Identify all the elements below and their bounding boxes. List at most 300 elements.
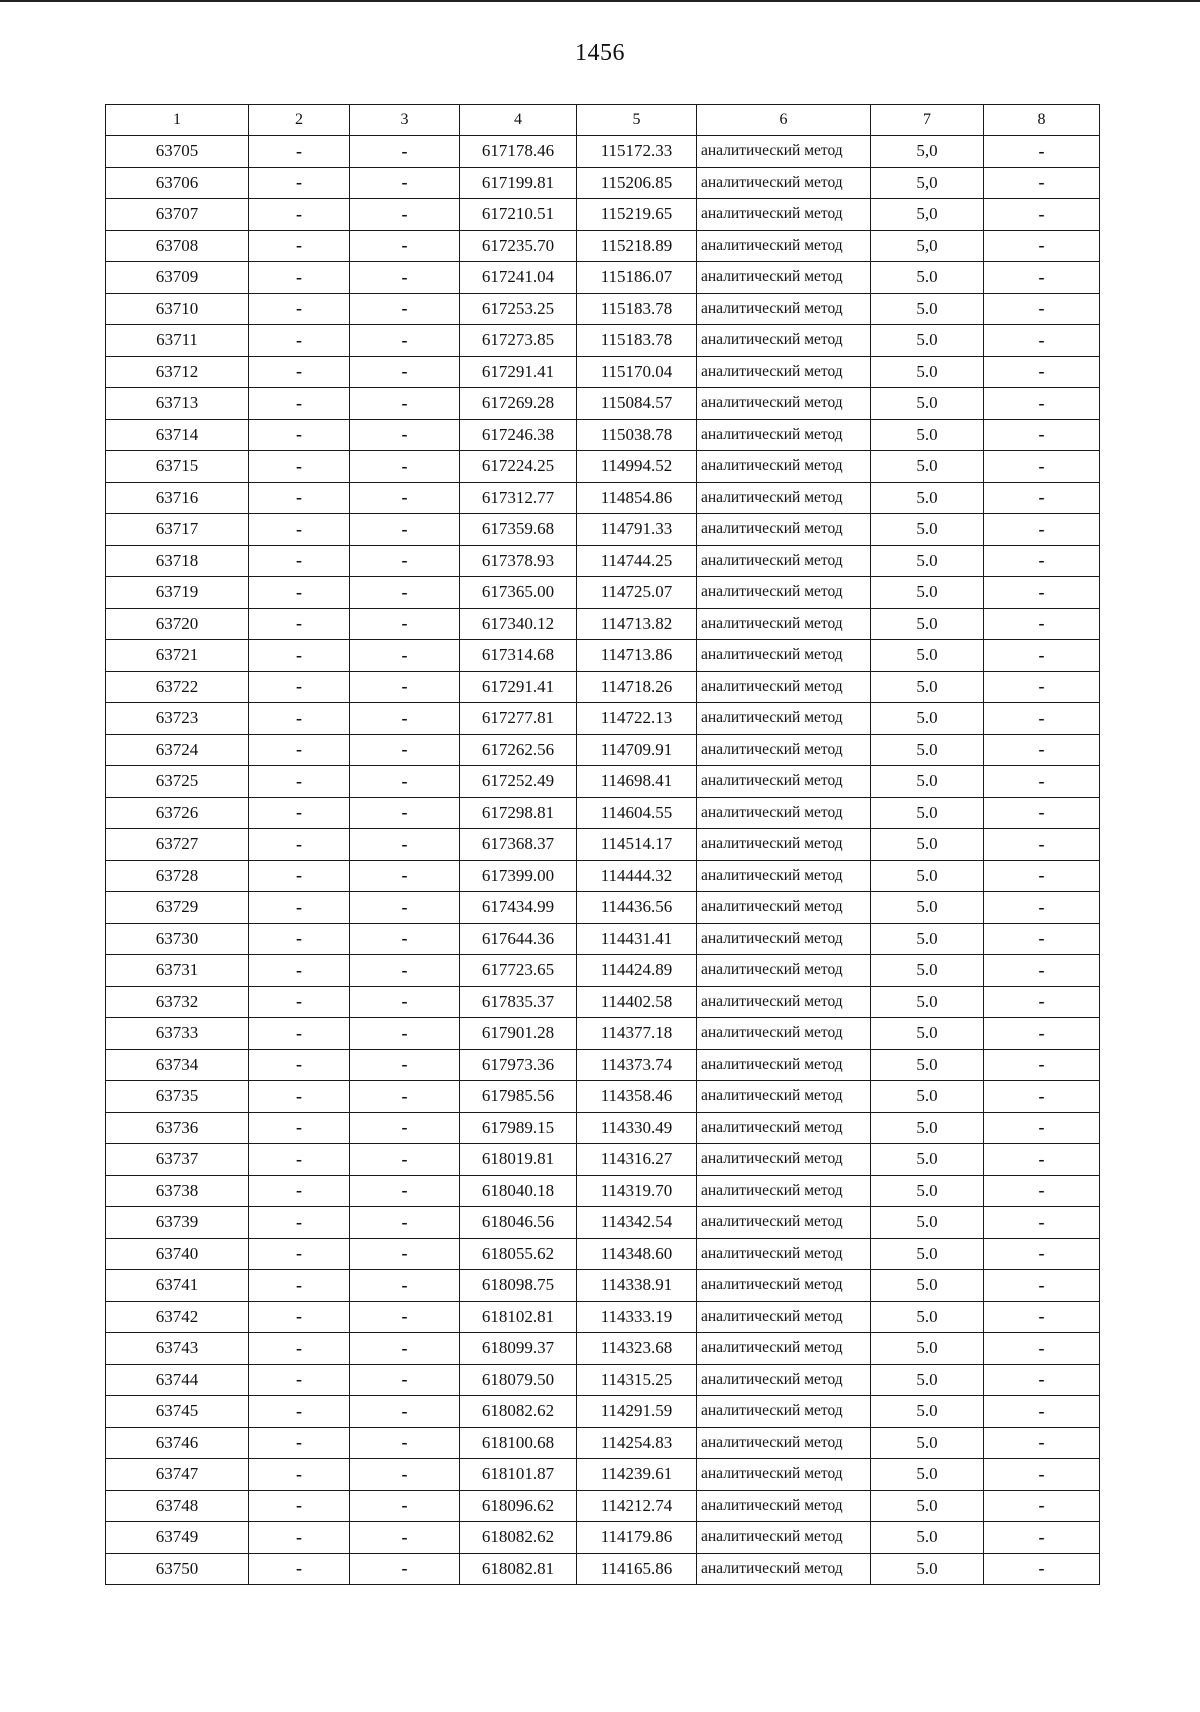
point-number-cell: 63750 [106, 1553, 249, 1585]
table-row [106, 325, 1100, 357]
col3-cell: - [350, 923, 460, 955]
col8-cell: - [984, 892, 1100, 924]
table-row [106, 230, 1100, 262]
col8-cell: - [984, 577, 1100, 609]
col3-cell: - [350, 1081, 460, 1113]
col8-cell: - [984, 1270, 1100, 1302]
method-cell: аналитический метод [697, 892, 871, 924]
method-cell: аналитический метод [697, 482, 871, 514]
col2-cell: - [249, 451, 350, 483]
method-cell: аналитический метод [697, 671, 871, 703]
method-cell: аналитический метод [697, 419, 871, 451]
col3-cell: - [350, 1522, 460, 1554]
col2-cell: - [249, 1364, 350, 1396]
x-coordinate-cell: 618100.68 [460, 1427, 577, 1459]
table-row [106, 1018, 1100, 1050]
col3-cell: - [350, 860, 460, 892]
method-cell: аналитический метод [697, 1427, 871, 1459]
accuracy-cell: 5.0 [871, 514, 984, 546]
x-coordinate-cell: 617368.37 [460, 829, 577, 861]
accuracy-cell: 5.0 [871, 1396, 984, 1428]
accuracy-cell: 5.0 [871, 640, 984, 672]
y-coordinate-cell: 114994.52 [577, 451, 697, 483]
x-coordinate-cell: 617178.46 [460, 136, 577, 168]
accuracy-cell: 5.0 [871, 1490, 984, 1522]
col2-cell: - [249, 577, 350, 609]
col3-cell: - [350, 1175, 460, 1207]
col8-cell: - [984, 608, 1100, 640]
col2-cell: - [249, 1207, 350, 1239]
col3-cell: - [350, 1270, 460, 1302]
accuracy-cell: 5.0 [871, 860, 984, 892]
y-coordinate-cell: 115183.78 [577, 293, 697, 325]
col3-cell: - [350, 766, 460, 798]
point-number-cell: 63725 [106, 766, 249, 798]
col2-cell: - [249, 514, 350, 546]
col2-cell: - [249, 703, 350, 735]
method-cell: аналитический метод [697, 1081, 871, 1113]
col8-cell: - [984, 1049, 1100, 1081]
point-number-cell: 63746 [106, 1427, 249, 1459]
col8-cell: - [984, 262, 1100, 294]
col3-cell: - [350, 262, 460, 294]
y-coordinate-cell: 115084.57 [577, 388, 697, 420]
col3-cell: - [350, 703, 460, 735]
col2-cell: - [249, 545, 350, 577]
y-coordinate-cell: 114319.70 [577, 1175, 697, 1207]
x-coordinate-cell: 617723.65 [460, 955, 577, 987]
method-cell: аналитический метод [697, 167, 871, 199]
col2-cell: - [249, 262, 350, 294]
x-coordinate-cell: 617210.51 [460, 199, 577, 231]
y-coordinate-cell: 115038.78 [577, 419, 697, 451]
method-cell: аналитический метод [697, 1049, 871, 1081]
method-cell: аналитический метод [697, 136, 871, 168]
col2-cell: - [249, 734, 350, 766]
table-row [106, 1522, 1100, 1554]
accuracy-cell: 5.0 [871, 1364, 984, 1396]
y-coordinate-cell: 115206.85 [577, 167, 697, 199]
method-cell: аналитический метод [697, 1207, 871, 1239]
y-coordinate-cell: 114377.18 [577, 1018, 697, 1050]
col2-cell: - [249, 199, 350, 231]
table-row [106, 293, 1100, 325]
column-header: 4 [460, 105, 577, 136]
col8-cell: - [984, 1333, 1100, 1365]
x-coordinate-cell: 617273.85 [460, 325, 577, 357]
table-row [106, 514, 1100, 546]
accuracy-cell: 5.0 [871, 986, 984, 1018]
col3-cell: - [350, 1049, 460, 1081]
table-row [106, 1333, 1100, 1365]
point-number-cell: 63724 [106, 734, 249, 766]
point-number-cell: 63718 [106, 545, 249, 577]
point-number-cell: 63706 [106, 167, 249, 199]
y-coordinate-cell: 114725.07 [577, 577, 697, 609]
y-coordinate-cell: 115183.78 [577, 325, 697, 357]
y-coordinate-cell: 115170.04 [577, 356, 697, 388]
accuracy-cell: 5.0 [871, 388, 984, 420]
x-coordinate-cell: 617399.00 [460, 860, 577, 892]
col3-cell: - [350, 167, 460, 199]
accuracy-cell: 5.0 [871, 419, 984, 451]
point-number-cell: 63708 [106, 230, 249, 262]
table-row [106, 1459, 1100, 1491]
col8-cell: - [984, 514, 1100, 546]
x-coordinate-cell: 618102.81 [460, 1301, 577, 1333]
x-coordinate-cell: 618082.81 [460, 1553, 577, 1585]
col3-cell: - [350, 1364, 460, 1396]
col3-cell: - [350, 325, 460, 357]
y-coordinate-cell: 115172.33 [577, 136, 697, 168]
table-row [106, 608, 1100, 640]
x-coordinate-cell: 617359.68 [460, 514, 577, 546]
method-cell: аналитический метод [697, 262, 871, 294]
point-number-cell: 63721 [106, 640, 249, 672]
accuracy-cell: 5.0 [871, 766, 984, 798]
method-cell: аналитический метод [697, 1112, 871, 1144]
col8-cell: - [984, 1427, 1100, 1459]
table-row [106, 545, 1100, 577]
x-coordinate-cell: 618099.37 [460, 1333, 577, 1365]
col3-cell: - [350, 482, 460, 514]
col2-cell: - [249, 986, 350, 1018]
x-coordinate-cell: 618040.18 [460, 1175, 577, 1207]
col8-cell: - [984, 797, 1100, 829]
table-row [106, 482, 1100, 514]
table-row [106, 199, 1100, 231]
point-number-cell: 63722 [106, 671, 249, 703]
y-coordinate-cell: 114444.32 [577, 860, 697, 892]
col2-cell: - [249, 1112, 350, 1144]
point-number-cell: 63705 [106, 136, 249, 168]
col2-cell: - [249, 1459, 350, 1491]
x-coordinate-cell: 617241.04 [460, 262, 577, 294]
x-coordinate-cell: 618096.62 [460, 1490, 577, 1522]
x-coordinate-cell: 617262.56 [460, 734, 577, 766]
table-body [106, 136, 1100, 1585]
accuracy-cell: 5.0 [871, 577, 984, 609]
col3-cell: - [350, 829, 460, 861]
col2-cell: - [249, 1049, 350, 1081]
point-number-cell: 63738 [106, 1175, 249, 1207]
point-number-cell: 63737 [106, 1144, 249, 1176]
y-coordinate-cell: 114342.54 [577, 1207, 697, 1239]
y-coordinate-cell: 114316.27 [577, 1144, 697, 1176]
col3-cell: - [350, 1333, 460, 1365]
col3-cell: - [350, 451, 460, 483]
y-coordinate-cell: 115186.07 [577, 262, 697, 294]
table-row [106, 1112, 1100, 1144]
col8-cell: - [984, 482, 1100, 514]
accuracy-cell: 5.0 [871, 923, 984, 955]
col3-cell: - [350, 1207, 460, 1239]
table-row [106, 1427, 1100, 1459]
col2-cell: - [249, 1333, 350, 1365]
accuracy-cell: 5.0 [871, 1207, 984, 1239]
y-coordinate-cell: 114709.91 [577, 734, 697, 766]
point-number-cell: 63735 [106, 1081, 249, 1113]
table-row [106, 1553, 1100, 1585]
col3-cell: - [350, 797, 460, 829]
x-coordinate-cell: 617252.49 [460, 766, 577, 798]
col3-cell: - [350, 419, 460, 451]
point-number-cell: 63733 [106, 1018, 249, 1050]
x-coordinate-cell: 618079.50 [460, 1364, 577, 1396]
y-coordinate-cell: 114323.68 [577, 1333, 697, 1365]
x-coordinate-cell: 617434.99 [460, 892, 577, 924]
col3-cell: - [350, 136, 460, 168]
method-cell: аналитический метод [697, 923, 871, 955]
method-cell: аналитический метод [697, 703, 871, 735]
accuracy-cell: 5.0 [871, 1459, 984, 1491]
y-coordinate-cell: 114698.41 [577, 766, 697, 798]
point-number-cell: 63713 [106, 388, 249, 420]
point-number-cell: 63709 [106, 262, 249, 294]
x-coordinate-cell: 617224.25 [460, 451, 577, 483]
point-number-cell: 63743 [106, 1333, 249, 1365]
accuracy-cell: 5.0 [871, 1112, 984, 1144]
accuracy-cell: 5.0 [871, 1238, 984, 1270]
point-number-cell: 63749 [106, 1522, 249, 1554]
y-coordinate-cell: 114358.46 [577, 1081, 697, 1113]
table-row [106, 703, 1100, 735]
x-coordinate-cell: 617314.68 [460, 640, 577, 672]
col2-cell: - [249, 167, 350, 199]
table-row [106, 986, 1100, 1018]
point-number-cell: 63715 [106, 451, 249, 483]
x-coordinate-cell: 618019.81 [460, 1144, 577, 1176]
col3-cell: - [350, 199, 460, 231]
table-row [106, 1144, 1100, 1176]
method-cell: аналитический метод [697, 766, 871, 798]
col2-cell: - [249, 1270, 350, 1302]
accuracy-cell: 5.0 [871, 482, 984, 514]
col2-cell: - [249, 482, 350, 514]
table-row [106, 1238, 1100, 1270]
y-coordinate-cell: 114722.13 [577, 703, 697, 735]
col8-cell: - [984, 356, 1100, 388]
y-coordinate-cell: 114436.56 [577, 892, 697, 924]
table-row [106, 1364, 1100, 1396]
y-coordinate-cell: 114424.89 [577, 955, 697, 987]
table-row [106, 388, 1100, 420]
y-coordinate-cell: 114402.58 [577, 986, 697, 1018]
col3-cell: - [350, 356, 460, 388]
x-coordinate-cell: 617291.41 [460, 356, 577, 388]
method-cell: аналитический метод [697, 797, 871, 829]
col3-cell: - [350, 892, 460, 924]
y-coordinate-cell: 115219.65 [577, 199, 697, 231]
col3-cell: - [350, 1396, 460, 1428]
y-coordinate-cell: 114165.86 [577, 1553, 697, 1585]
y-coordinate-cell: 114333.19 [577, 1301, 697, 1333]
y-coordinate-cell: 114315.25 [577, 1364, 697, 1396]
y-coordinate-cell: 114330.49 [577, 1112, 697, 1144]
method-cell: аналитический метод [697, 955, 871, 987]
accuracy-cell: 5.0 [871, 797, 984, 829]
column-header: 7 [871, 105, 984, 136]
x-coordinate-cell: 617973.36 [460, 1049, 577, 1081]
point-number-cell: 63711 [106, 325, 249, 357]
col8-cell: - [984, 860, 1100, 892]
y-coordinate-cell: 114713.86 [577, 640, 697, 672]
accuracy-cell: 5.0 [871, 1301, 984, 1333]
method-cell: аналитический метод [697, 1396, 871, 1428]
col2-cell: - [249, 955, 350, 987]
y-coordinate-cell: 114254.83 [577, 1427, 697, 1459]
col8-cell: - [984, 325, 1100, 357]
col8-cell: - [984, 1238, 1100, 1270]
col2-cell: - [249, 1553, 350, 1585]
accuracy-cell: 5.0 [871, 451, 984, 483]
accuracy-cell: 5.0 [871, 734, 984, 766]
col8-cell: - [984, 1522, 1100, 1554]
x-coordinate-cell: 617901.28 [460, 1018, 577, 1050]
accuracy-cell: 5,0 [871, 199, 984, 231]
accuracy-cell: 5.0 [871, 1018, 984, 1050]
method-cell: аналитический метод [697, 293, 871, 325]
col8-cell: - [984, 1459, 1100, 1491]
method-cell: аналитический метод [697, 1270, 871, 1302]
point-number-cell: 63744 [106, 1364, 249, 1396]
y-coordinate-cell: 114348.60 [577, 1238, 697, 1270]
col2-cell: - [249, 1396, 350, 1428]
point-number-cell: 63720 [106, 608, 249, 640]
col2-cell: - [249, 640, 350, 672]
col8-cell: - [984, 199, 1100, 231]
x-coordinate-cell: 618098.75 [460, 1270, 577, 1302]
accuracy-cell: 5.0 [871, 608, 984, 640]
y-coordinate-cell: 114744.25 [577, 545, 697, 577]
col8-cell: - [984, 1396, 1100, 1428]
point-number-cell: 63727 [106, 829, 249, 861]
point-number-cell: 63740 [106, 1238, 249, 1270]
col3-cell: - [350, 1144, 460, 1176]
col8-cell: - [984, 1207, 1100, 1239]
accuracy-cell: 5.0 [871, 1144, 984, 1176]
col3-cell: - [350, 1427, 460, 1459]
method-cell: аналитический метод [697, 514, 871, 546]
x-coordinate-cell: 618082.62 [460, 1396, 577, 1428]
col2-cell: - [249, 356, 350, 388]
x-coordinate-cell: 617246.38 [460, 419, 577, 451]
col3-cell: - [350, 545, 460, 577]
coordinates-table [105, 104, 1100, 1585]
method-cell: аналитический метод [697, 451, 871, 483]
table-row [106, 1396, 1100, 1428]
point-number-cell: 63742 [106, 1301, 249, 1333]
point-number-cell: 63745 [106, 1396, 249, 1428]
method-cell: аналитический метод [697, 1490, 871, 1522]
table-row [106, 451, 1100, 483]
table-row [106, 955, 1100, 987]
accuracy-cell: 5.0 [871, 671, 984, 703]
accuracy-cell: 5,0 [871, 230, 984, 262]
x-coordinate-cell: 617835.37 [460, 986, 577, 1018]
table-row [106, 262, 1100, 294]
table-row [106, 1207, 1100, 1239]
col2-cell: - [249, 1427, 350, 1459]
table-row [106, 829, 1100, 861]
point-number-cell: 63726 [106, 797, 249, 829]
col8-cell: - [984, 388, 1100, 420]
accuracy-cell: 5.0 [871, 1049, 984, 1081]
table-row [106, 640, 1100, 672]
accuracy-cell: 5.0 [871, 1522, 984, 1554]
col8-cell: - [984, 955, 1100, 987]
table-row [106, 923, 1100, 955]
col8-cell: - [984, 1364, 1100, 1396]
table-row [106, 167, 1100, 199]
table-row [106, 1049, 1100, 1081]
point-number-cell: 63707 [106, 199, 249, 231]
accuracy-cell: 5.0 [871, 325, 984, 357]
col2-cell: - [249, 388, 350, 420]
point-number-cell: 63719 [106, 577, 249, 609]
point-number-cell: 63714 [106, 419, 249, 451]
accuracy-cell: 5.0 [871, 1270, 984, 1302]
table-row [106, 356, 1100, 388]
accuracy-cell: 5.0 [871, 262, 984, 294]
point-number-cell: 63741 [106, 1270, 249, 1302]
col3-cell: - [350, 1301, 460, 1333]
col3-cell: - [350, 1112, 460, 1144]
col8-cell: - [984, 1018, 1100, 1050]
col8-cell: - [984, 923, 1100, 955]
col3-cell: - [350, 230, 460, 262]
accuracy-cell: 5.0 [871, 703, 984, 735]
col2-cell: - [249, 1522, 350, 1554]
x-coordinate-cell: 617644.36 [460, 923, 577, 955]
x-coordinate-cell: 617985.56 [460, 1081, 577, 1113]
accuracy-cell: 5.0 [871, 1175, 984, 1207]
method-cell: аналитический метод [697, 1364, 871, 1396]
column-header: 1 [106, 105, 249, 136]
col3-cell: - [350, 1459, 460, 1491]
col2-cell: - [249, 1081, 350, 1113]
col3-cell: - [350, 986, 460, 1018]
y-coordinate-cell: 114179.86 [577, 1522, 697, 1554]
col8-cell: - [984, 1081, 1100, 1113]
y-coordinate-cell: 114212.74 [577, 1490, 697, 1522]
col8-cell: - [984, 829, 1100, 861]
y-coordinate-cell: 114713.82 [577, 608, 697, 640]
col3-cell: - [350, 388, 460, 420]
method-cell: аналитический метод [697, 1459, 871, 1491]
table-row [106, 136, 1100, 168]
accuracy-cell: 5.0 [871, 829, 984, 861]
col8-cell: - [984, 986, 1100, 1018]
table-row [106, 577, 1100, 609]
method-cell: аналитический метод [697, 1238, 871, 1270]
table-row [106, 1490, 1100, 1522]
x-coordinate-cell: 617378.93 [460, 545, 577, 577]
col3-cell: - [350, 293, 460, 325]
point-number-cell: 63728 [106, 860, 249, 892]
point-number-cell: 63748 [106, 1490, 249, 1522]
method-cell: аналитический метод [697, 608, 871, 640]
y-coordinate-cell: 114338.91 [577, 1270, 697, 1302]
column-header: 6 [697, 105, 871, 136]
method-cell: аналитический метод [697, 1522, 871, 1554]
col2-cell: - [249, 230, 350, 262]
accuracy-cell: 5,0 [871, 136, 984, 168]
y-coordinate-cell: 114854.86 [577, 482, 697, 514]
col2-cell: - [249, 1144, 350, 1176]
accuracy-cell: 5.0 [871, 955, 984, 987]
col2-cell: - [249, 892, 350, 924]
